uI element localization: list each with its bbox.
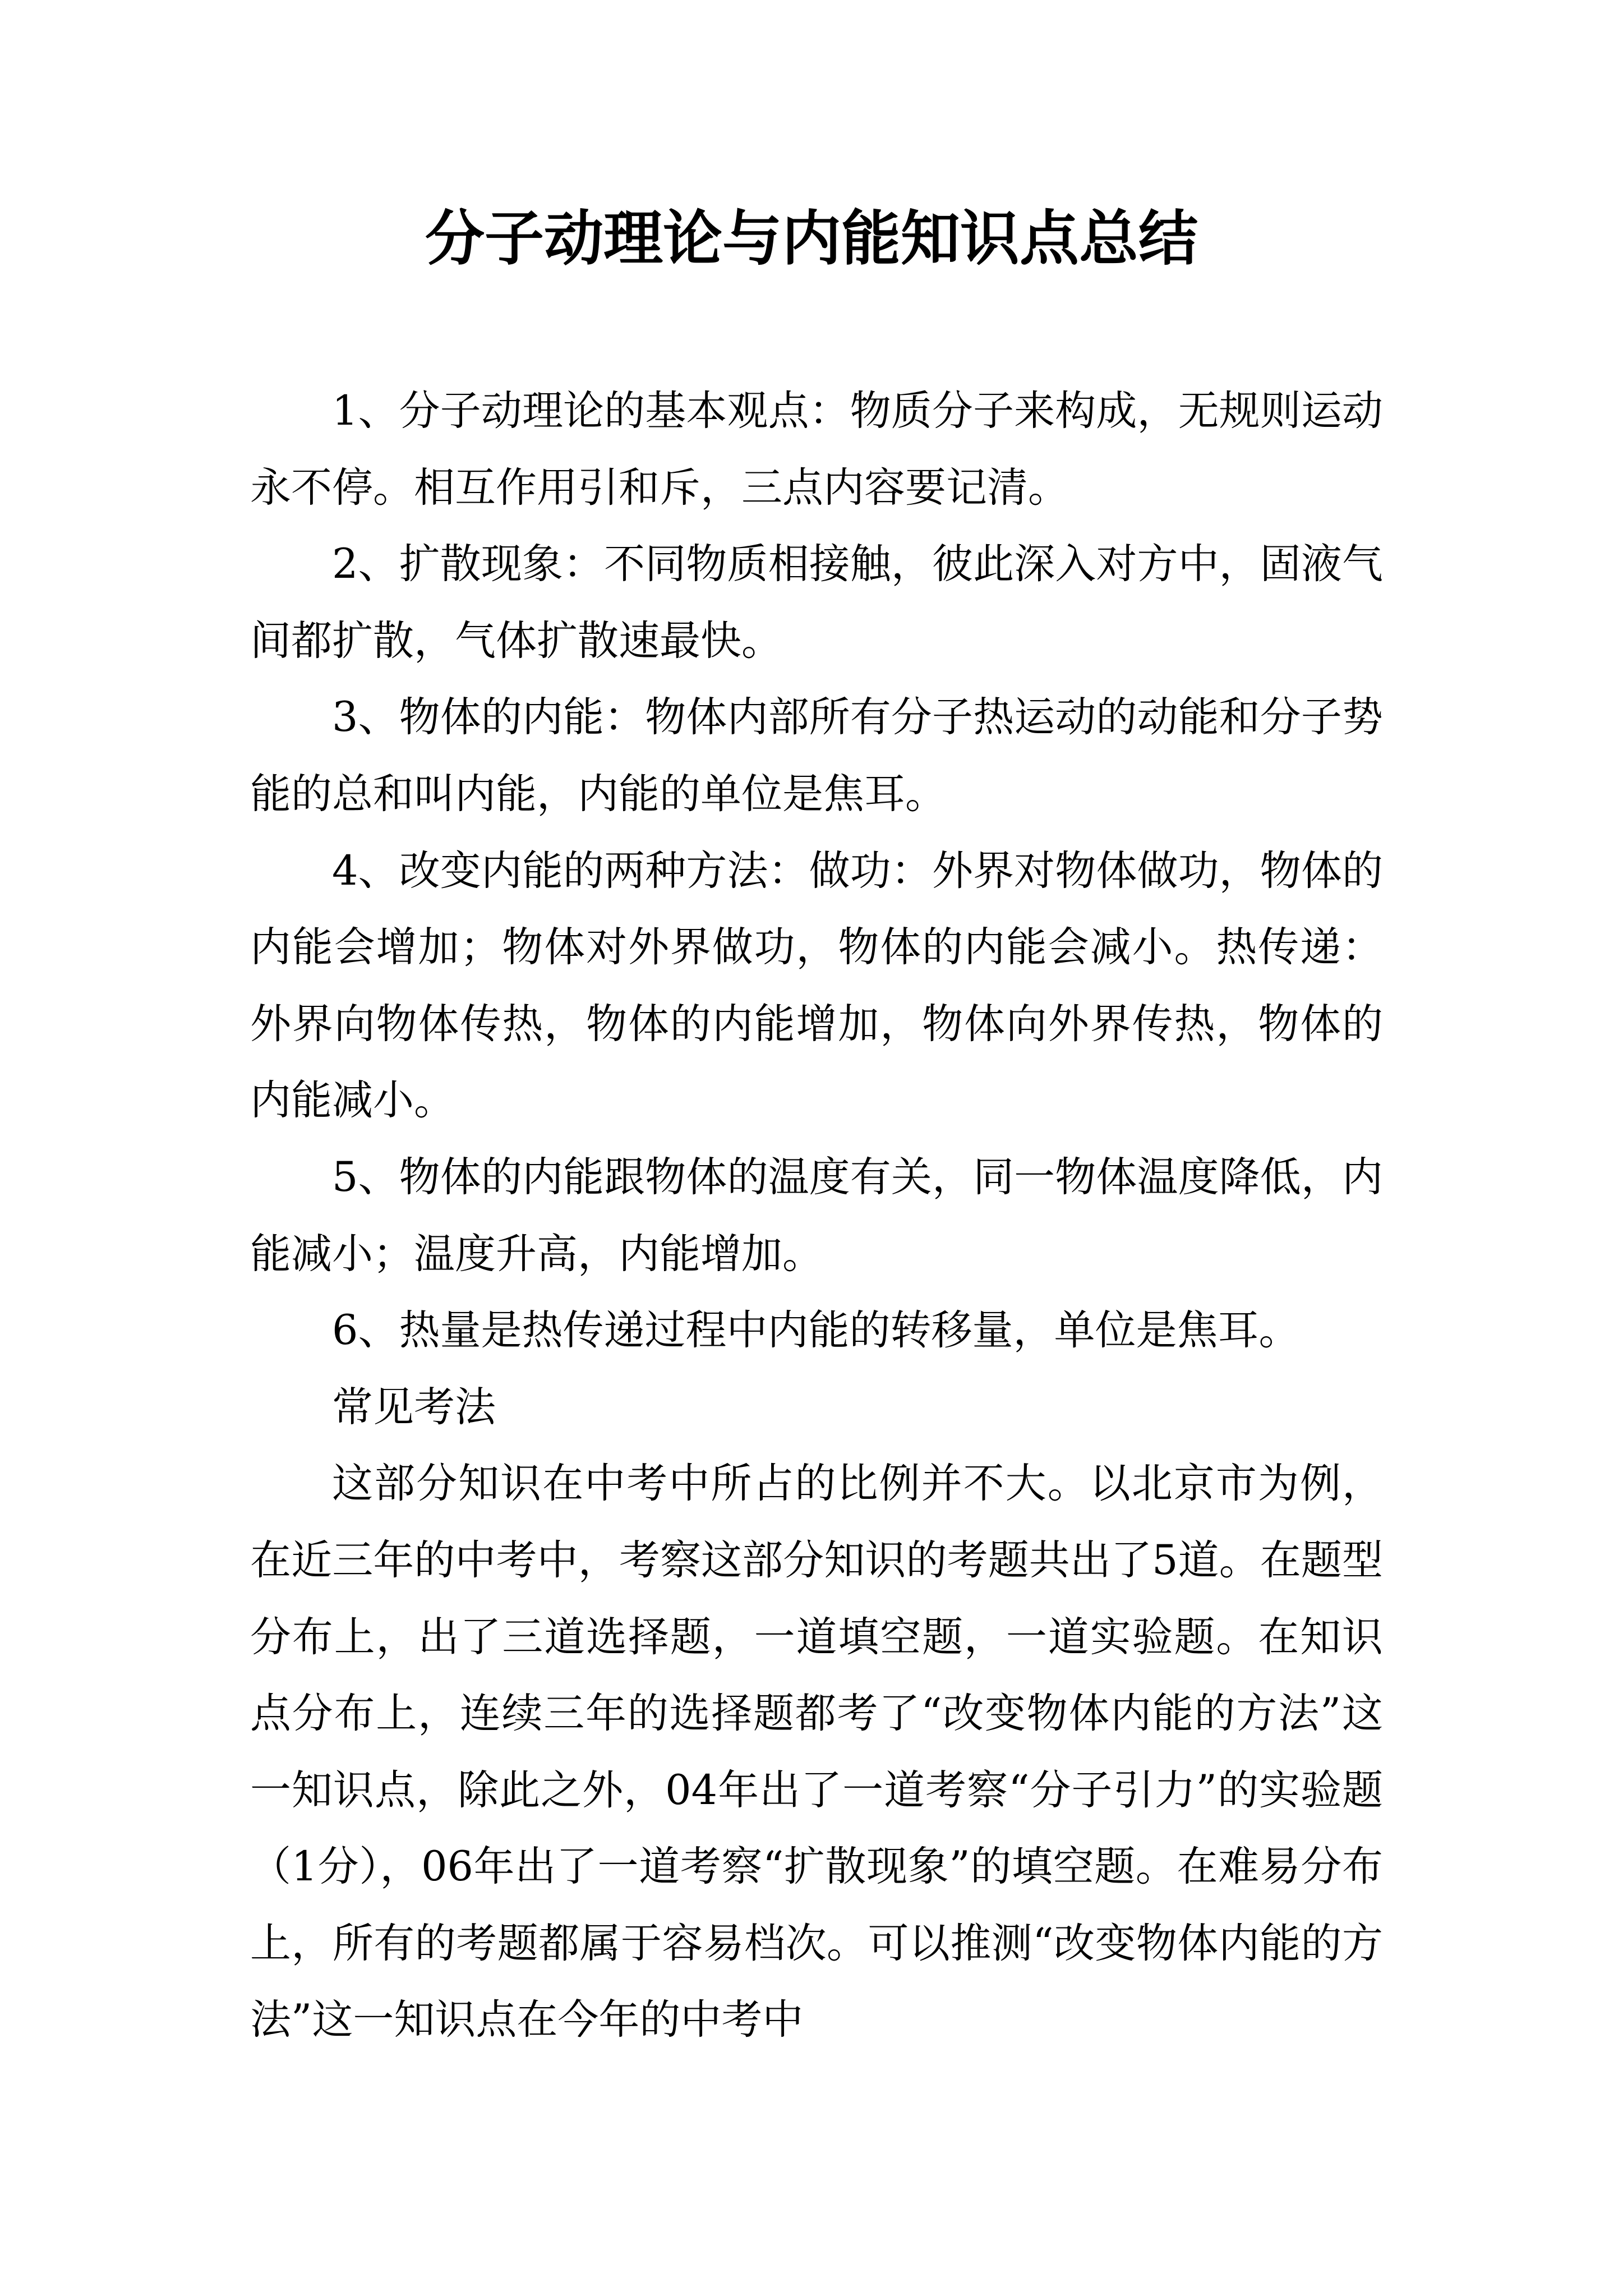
paragraph-temperature-relation: 5、物体的内能跟物体的温度有关，同一物体温度降低，内能减小；温度升高，内能增加。 xyxy=(250,1153,1383,1278)
paragraph-diffusion: 2、扩散现象：不同物质相接触，彼此深入对方中，固液气间都扩散，气体扩散速最快。 xyxy=(250,540,1383,665)
paragraph-kinetic-theory: 1、分子动理论的基本观点：物质分子来构成，无规则运动永不停。相互作用引和斥，三点内容要记清。 xyxy=(250,387,1383,512)
paragraph-internal-energy: 3、物体的内能：物体内部所有分子热运动的动能和分子势能的总和叫内能，内能的单位是焦耳。 xyxy=(250,693,1383,818)
document-title: 分子动理论与内能知识点总结 xyxy=(425,203,1198,273)
paragraph-changing-internal-energy: 4、改变内能的两种方法：做功：外界对物体做功，物体的内能会增加；物体对外界做功，物体的内能会减小。热传递：外界向物体传热，物体的内能增加，物体向外界传热，物体的内能减小。 xyxy=(250,846,1383,1125)
section-heading-common-exam: 常见考法 xyxy=(332,1383,496,1431)
document-body xyxy=(250,373,1383,2059)
paragraph-heat-quantity: 6、热量是热传递过程中内能的转移量，单位是焦耳。 xyxy=(332,1306,1300,1355)
paragraph-exam-analysis: 这部分知识在中考中所占的比例并不大。以北京市为例，在近三年的中考中，考察这部分知识的考题共出了5道。在题型分布上，出了三道选择题，一道填空题，一道实验题。在知识点分布上，连续三年的选择题都考了“改变物体内能的方法”这一知识点，除此之外，04年出了一道考察“分子引力”的实验题（1分），06年出了一道考察“扩散现象”的填空题。在难易分布上，所有的考题都属于容易档次。可以推测“改变物体内能的方法”这一知识点在今年的中考中 xyxy=(250,1460,1383,2044)
